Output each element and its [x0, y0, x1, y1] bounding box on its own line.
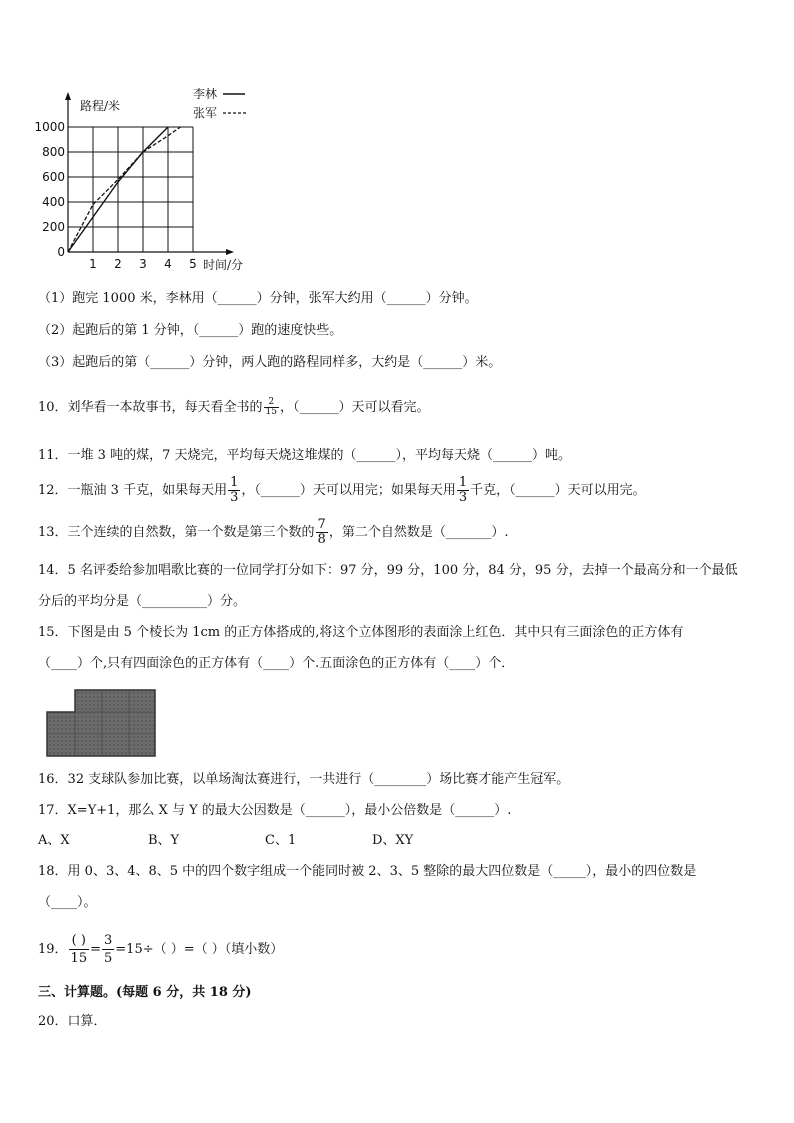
x-tick-label-1: 1 — [89, 257, 97, 271]
chart-series — [68, 127, 181, 252]
x-tick-label-3: 3 — [139, 257, 147, 271]
chart-grid — [68, 127, 193, 252]
fraction-3-5: $\frac{3}{5}$ — [104, 933, 113, 966]
question-20: 20．口算． — [38, 1014, 107, 1029]
y-tick-label-0: 0 — [57, 245, 65, 259]
x-axis-label: 时间/分 — [203, 258, 244, 272]
y-tick-label-600: 600 — [42, 170, 65, 184]
x-axis-arrow — [226, 249, 234, 255]
fraction-1-3-kg: $\frac{1}{3}$ — [458, 475, 468, 505]
fraction-7-8: $\frac{7}{8}$ — [317, 517, 326, 547]
question-15-line-1: 15．下图是由 5 个棱长为 1cm 的正方体搭成的,将这个立体图形的表面涂上红色．其中只有三面涂色的正方体有 — [38, 625, 684, 640]
option-b: B、Y — [148, 833, 180, 848]
question-9-part-3: （3）起跑后的第（______）分钟，两人跑的路程同样多，大约是（______）米。 — [38, 355, 502, 370]
x-tick-label-4: 4 — [164, 257, 172, 271]
distance-time-chart — [28, 82, 268, 274]
option-a: A、X — [38, 833, 70, 848]
question-10: 10．刘华看一本故事书，每天看全书的 $\frac{2}{15}$ ，（______）天可以看完。 — [38, 397, 430, 417]
question-14-line-2: 分后的平均分是（__________）分。 — [38, 594, 247, 609]
y-axis-arrow — [65, 92, 71, 100]
section-3-heading: 三、计算题。(每题 6 分，共 18 分) — [38, 985, 252, 1000]
question-16: 16．32 支球队参加比赛，以单场淘汰赛进行，一共进行（________）场比赛才能产生冠军。 — [38, 772, 570, 787]
question-19: 19． $\frac{( )}{15}$ = $\frac{3}{5}$ =15÷（ ）=（ ）（填小数） — [38, 933, 284, 966]
question-18-line-1: 18．用 0、3、4、8、5 中的四个数字组成一个能同时被 2、3、5 整除的最大四位数是（_____），最小的四位数是 — [38, 864, 697, 879]
chart-ticks — [34, 120, 196, 271]
y-tick-label-800: 800 — [42, 145, 65, 159]
y-axis-label: 路程/米 — [80, 99, 121, 113]
question-11: 11．一堆 3 吨的煤，7 天烧完，平均每天烧这堆煤的（______），平均每天烧（______）吨。 — [38, 448, 571, 463]
option-c: C、1 — [265, 833, 297, 848]
question-15-line-2: （____）个,只有四面涂色的正方体有（____）个.五面涂色的正方体有（____）个． — [38, 656, 515, 671]
series-line-zhangjun — [68, 127, 181, 252]
fraction-blank-15: $\frac{( )}{15}$ — [70, 933, 88, 966]
y-tick-label-1000: 1000 — [34, 120, 65, 134]
question-17-options — [38, 833, 413, 849]
fraction-1-3: $\frac{1}{3}$ — [230, 475, 239, 505]
question-9-part-1: （1）跑完 1000 米，李林用（______）分钟，张军大约用（______）分钟。 — [38, 291, 478, 306]
question-13: 13．三个连续的自然数，第一个数是第三个数的 $\frac{7}{8}$ ，第二个自然数是（_______）. — [38, 517, 509, 547]
legend-entry-zhangjun: 张军 — [193, 106, 218, 120]
y-tick-label-200: 200 — [42, 220, 65, 234]
question-9-part-2: （2）起跑后的第 1 分钟，（______）跑的速度快些。 — [38, 323, 343, 338]
x-tick-label-5: 5 — [189, 257, 197, 271]
y-tick-label-400: 400 — [42, 195, 65, 209]
legend-entry-lilin: 李林 — [193, 87, 218, 101]
question-18-line-2: （____）。 — [38, 895, 97, 910]
question-14-line-1: 14．5 名评委给参加唱歌比赛的一位同学打分如下：97 分，99 分，100 分，84 分，95 分，去掉一个最高分和一个最低 — [38, 563, 738, 578]
x-tick-label-2: 2 — [114, 257, 122, 271]
option-d: D、XY — [372, 833, 414, 848]
question-17: 17．X=Y+1，那么 X 与 Y 的最大公因数是（______），最小公倍数是（______）. — [38, 803, 512, 818]
cube-stack-figure — [45, 688, 157, 758]
fraction-2-15: $\frac{2}{15}$ — [265, 397, 277, 417]
question-12: 12．一瓶油 3 千克，如果每天用 $\frac{1}{3}$ ，（______）天可以用完；如果每天用 $\frac{1}{3}$ 千克，（______）天可以用完。 — [38, 475, 646, 505]
